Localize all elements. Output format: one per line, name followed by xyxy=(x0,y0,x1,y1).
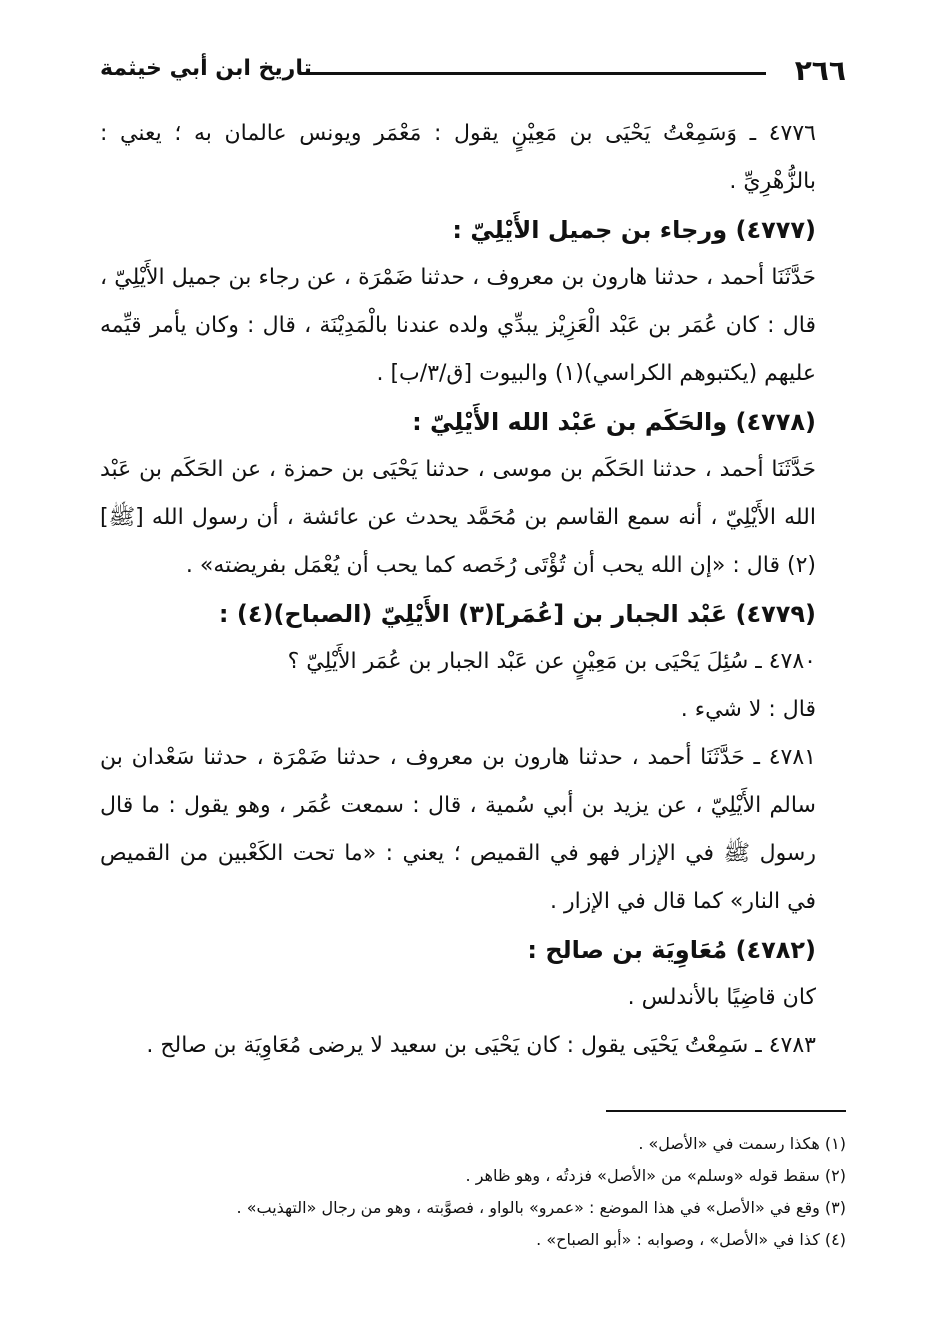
entry-4778-text: حَدَّثَنَا أحمد ، حدثنا الحَكَم بن موسى ، حدثنا يَحْيَى بن حمزة ، عن الحَكَم بن عَبْد الله الأَيْلِيّ ، أنه سمع القاسم بن مُحَمَّد يحدث عن عائشة ، أن رسول الله [ﷺ](٢) قال : «إن الله يحب أن تُؤْتَى رُخَصه كما يحب أن يُعْمَل بفريضته» . xyxy=(100,457,816,578)
page-number: ٢٦٦ xyxy=(794,54,846,87)
entry-4780-answer: قال : لا شيء . xyxy=(680,697,816,722)
entry-4782-text: كان قاضِيًا بالأندلس . xyxy=(627,985,816,1010)
heading-4782: (٤٧٨٢) مُعَاوِيَة بن صالح : xyxy=(527,936,816,964)
footnote-2: (٢) سقط قوله «وسلم» من «الأصل» فزدتُه ، وهو ظاهر . xyxy=(465,1166,846,1185)
heading-4778: (٤٧٧٨) والحَكَم بن عَبْد الله الأَيْلِيّ : xyxy=(412,408,816,436)
header-rule xyxy=(300,72,766,75)
footnotes xyxy=(100,1110,846,1256)
footnote-3: (٣) وقع في «الأصل» في هذا الموضع : «عمرو» بالواو ، فصوَّبته ، وهو من رجال «التهذيب» . xyxy=(236,1198,846,1217)
footnote-1: (١) هكذا رسمت في «الأصل» . xyxy=(638,1134,846,1153)
page-body xyxy=(100,110,846,1070)
footnote-4: (٤) كذا في «الأصل» ، وصوابه : «أبو الصباح» . xyxy=(536,1230,846,1249)
heading-4779: (٤٧٧٩) عَبْد الجبار بن [عُمَر](٣) الأَيْلِيّ (الصباح)(٤) : xyxy=(218,600,816,628)
entry-4777-text: حَدَّثَنَا أحمد ، حدثنا هارون بن معروف ، حدثنا ضَمْرَة ، عن رجاء بن جميل الأَيْلِيّ ، قال : كان عُمَر بن عَبْد الْعَزِيْز يبدِّي ولده عندنا بالْمَدِيْنَة ، قال : وكان يأمر قيِّمه عليهم (يكتبوهم الكراسي)(١) والبيوت [ق/٣/ب] . xyxy=(100,265,816,386)
entry-4780: ٤٧٨٠ ـ سُئِلَ يَحْيَى بن مَعِيْنٍ عن عَبْد الجبار بن عُمَر الأَيْلِيّ ؟ xyxy=(287,649,816,674)
footnote-rule xyxy=(606,1110,846,1112)
page-header xyxy=(100,52,846,96)
entry-4776: ٤٧٧٦ ـ وَسَمِعْتُ يَحْيَى بن مَعِيْنٍ يقول : مَعْمَر ويونس عالمان به ؛ يعني : بالزُّهْرِيِّ . xyxy=(100,121,816,194)
heading-4777: (٤٧٧٧) ورجاء بن جميل الأَيْلِيّ : xyxy=(452,216,816,244)
entry-4783: ٤٧٨٣ ـ سَمِعْتُ يَحْيَى يقول : كان يَحْيَى بن سعيد لا يرضى مُعَاوِيَة بن صالح . xyxy=(146,1033,816,1058)
book-title: تاريخ ابن أبي خيثمة xyxy=(100,56,312,81)
entry-4781: ٤٧٨١ ـ حَدَّثَنَا أحمد ، حدثنا هارون بن معروف ، حدثنا ضَمْرَة ، حدثنا سَعْدان بن سالم الأَيْلِيّ ، عن يزيد بن أبي سُمية ، قال : سمعت عُمَر ، وهو يقول : ما قال رسول ﷺ في الإزار فهو في القميص ؛ يعني : «ما تحت الكَعْبين من القميص في النار» كما قال في الإزار . xyxy=(100,745,816,914)
